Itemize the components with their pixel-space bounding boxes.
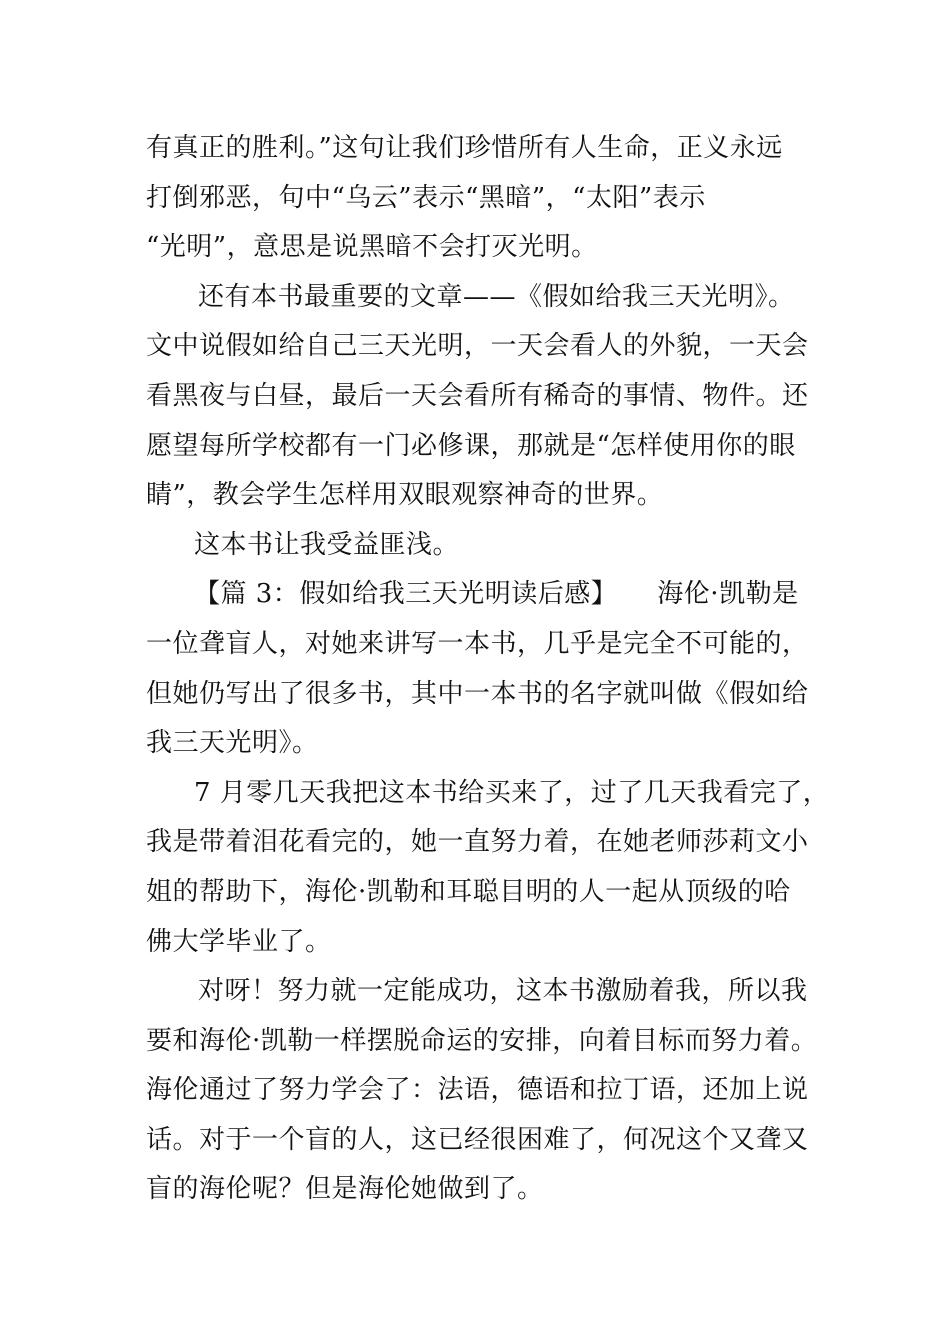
- text-line: “光明”，意思是说黑暗不会打灭光明。: [146, 232, 598, 263]
- paragraph-first-line: 还有本书最重要的文章——《假如给我三天光明》。: [198, 281, 795, 312]
- text-line: 一位聋盲人，对她来讲写一本书，几乎是完全不可能的，: [146, 628, 809, 659]
- section-heading-line: 【篇 3：假如给我三天光明读后感】 海伦·凯勒是: [194, 579, 799, 610]
- document-body: [146, 124, 836, 1215]
- text-line: 佛大学毕业了。: [146, 926, 332, 957]
- text-line: 愿望每所学校都有一门必修课，那就是“怎样使用你的眼: [146, 430, 796, 461]
- text-line: 要和海伦·凯勒一样摆脱命运的安排，向着目标而努力着。: [146, 1025, 818, 1056]
- text-line: 我是带着泪花看完的，她一直努力着，在她老师莎莉文小: [146, 827, 809, 858]
- text-line: 海伦通过了努力学会了：法语，德语和拉丁语，还加上说: [146, 1075, 809, 1106]
- text-line: 看黑夜与白昼，最后一天会看所有稀奇的事情、物件。还: [146, 380, 809, 411]
- text-line: 盲的海伦呢？但是海伦她做到了。: [146, 1174, 544, 1205]
- text-line: 但她仍写出了很多书，其中一本书的名字就叫做《假如给: [146, 678, 809, 709]
- text-line: 话。对于一个盲的人，这已经很困难了，何况这个又聋又: [146, 1124, 809, 1155]
- paragraph-first-line: 这本书让我受益匪浅。: [194, 529, 460, 560]
- text-line: 有真正的胜利。”这句让我们珍惜所有人生命，正义永远: [146, 133, 783, 163]
- paragraph-first-line: 7 月零几天我把这本书给买来了，过了几天我看完了，: [194, 777, 830, 808]
- text-line: 睛”，教会学生怎样用双眼观察神奇的世界。: [146, 480, 664, 511]
- paragraph-first-line: 对呀！努力就一定能成功，这本书激励着我，所以我: [198, 976, 808, 1007]
- text-line: 姐的帮助下，海伦·凯勒和耳聪目明的人一起从顶级的哈: [146, 876, 791, 907]
- text-line: 文中说假如给自己三天光明，一天会看人的外貌，一天会: [146, 331, 809, 362]
- text-line: 我三天光明》。: [146, 728, 319, 759]
- text-line: 打倒邪恶，句中“乌云”表示“黑暗”，“太阳”表示: [146, 182, 706, 213]
